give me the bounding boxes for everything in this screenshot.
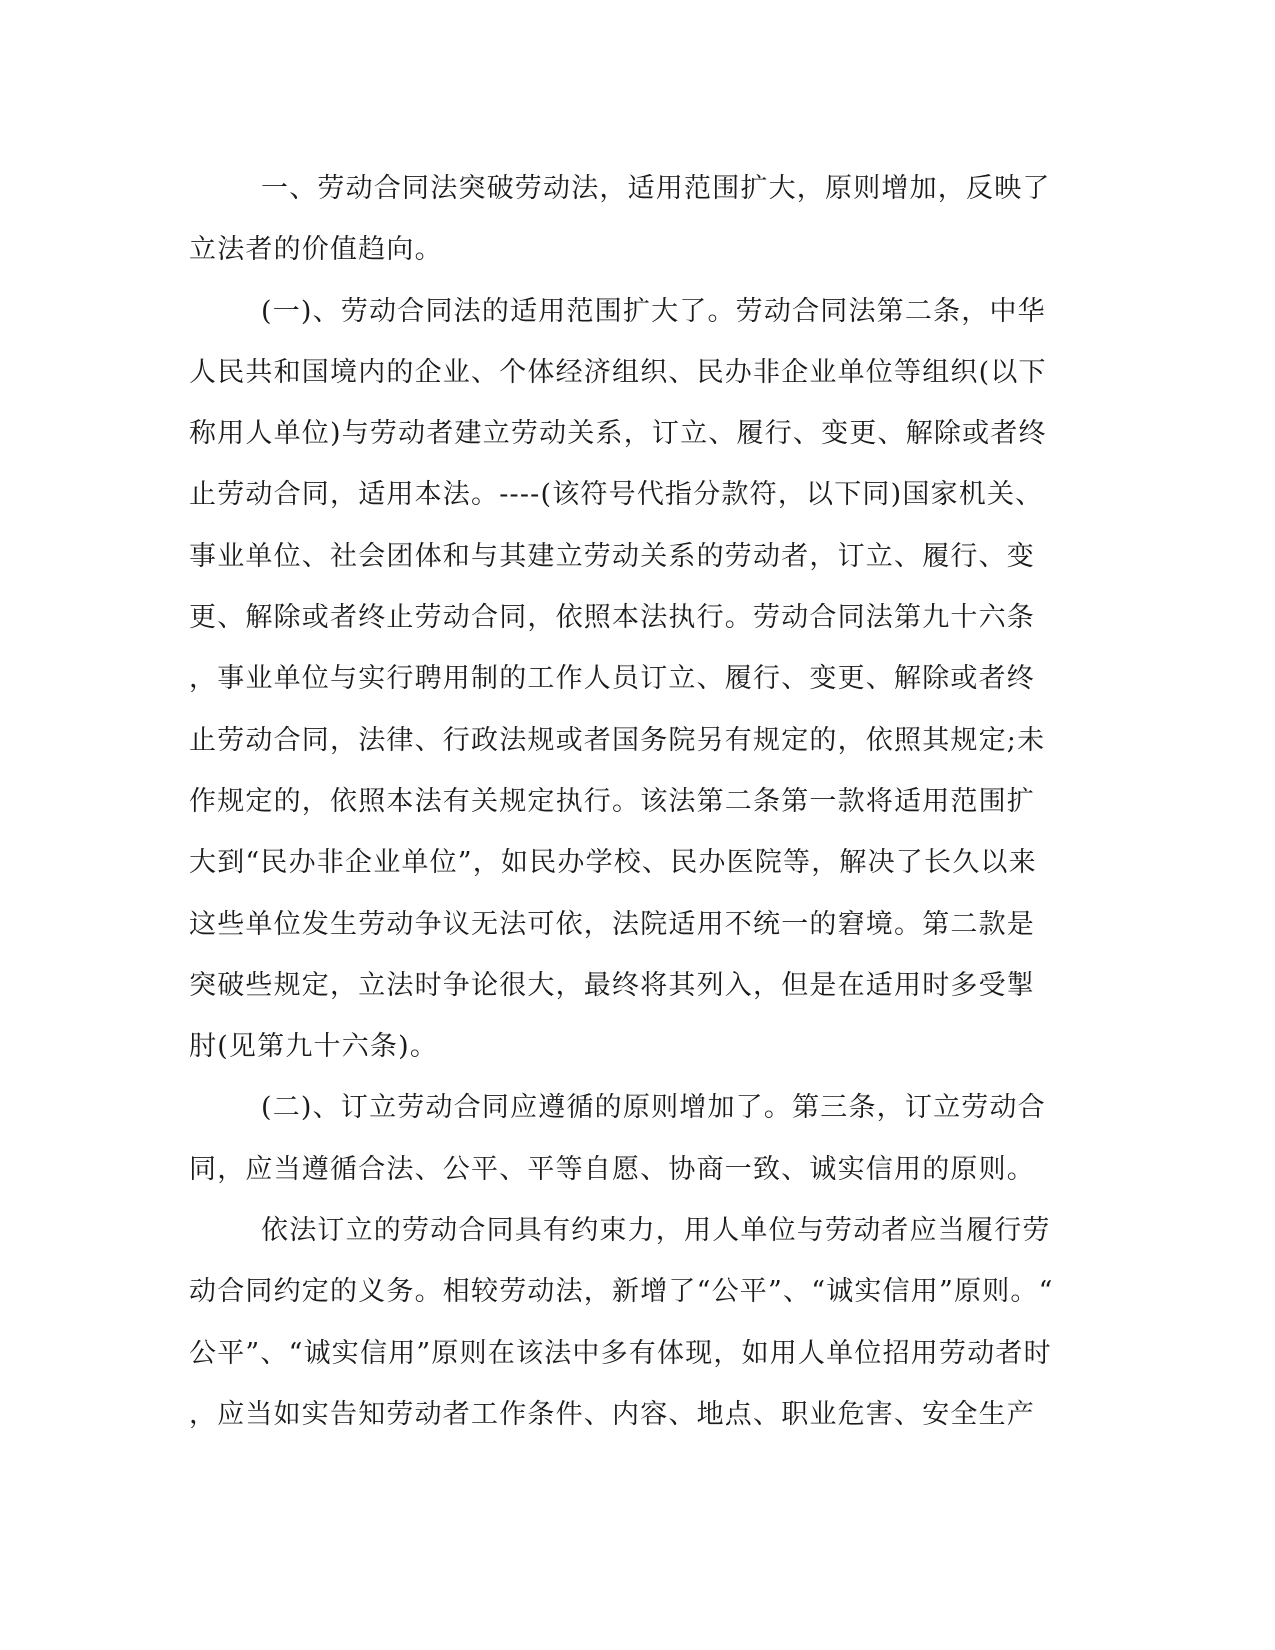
text-line: 止劳动合同，适用本法。----(该符号代指分款符，以下同)国家机关、 — [189, 479, 1044, 511]
text-line: 止劳动合同，法律、行政法规或者国务院另有规定的，依照其规定;未 — [189, 724, 1046, 756]
text-line: (一)、劳动合同法的适用范围扩大了。劳动合同法第二条，中华 — [261, 295, 1046, 327]
text-line: 称用人单位)与劳动者建立劳动关系，订立、履行、变更、解除或者终 — [189, 418, 1047, 450]
text-line: ，事业单位与实行聘用制的工作人员订立、履行、变更、解除或者终 — [189, 663, 1035, 695]
text-line: 公平”、“诚实信用”原则在该法中多有体现，如用人单位招用劳动者时 — [189, 1337, 1052, 1369]
text-line: 同，应当遵循合法、公平、平等自愿、协商一致、诚实信用的原则。 — [189, 1153, 1035, 1185]
text-line: 更、解除或者终止劳动合同，依照本法执行。劳动合同法第九十六条 — [189, 602, 1035, 634]
text-line: 人民共和国境内的企业、个体经济组织、民办非企业单位等组织(以下 — [189, 356, 1047, 388]
text-line: 依法订立的劳动合同具有约束力，用人单位与劳动者应当履行劳 — [261, 1215, 1051, 1247]
text-line: 事业单位、社会团体和与其建立劳动关系的劳动者，订立、履行、变 — [189, 540, 1035, 572]
text-line: 作规定的，依照本法有关规定执行。该法第二条第一款将适用范围扩 — [189, 785, 1035, 817]
text-line: (二)、订立劳动合同应遵循的原则增加了。第三条，订立劳动合 — [261, 1092, 1046, 1124]
text-line: 大到“民办非企业单位”，如民办学校、民办医院等，解决了长久以来 — [189, 847, 1037, 879]
body-text — [189, 158, 1069, 1445]
text-line: 肘(见第九十六条)。 — [189, 1031, 439, 1063]
text-line: ，应当如实告知劳动者工作条件、内容、地点、职业危害、安全生产 — [189, 1398, 1035, 1430]
text-line: 动合同约定的义务。相较劳动法，新增了“公平”、“诚实信用”原则。“ — [189, 1276, 1054, 1308]
text-line: 突破些规定，立法时争论很大，最终将其列入，但是在适用时多受掣 — [189, 969, 1035, 1001]
text-line: 一、劳动合同法突破劳动法，适用范围扩大，原则增加，反映了 — [261, 173, 1051, 204]
text-line: 立法者的价值趋向。 — [189, 234, 443, 266]
text-line: 这些单位发生劳动争议无法可依，法院适用不统一的窘境。第二款是 — [189, 908, 1035, 940]
